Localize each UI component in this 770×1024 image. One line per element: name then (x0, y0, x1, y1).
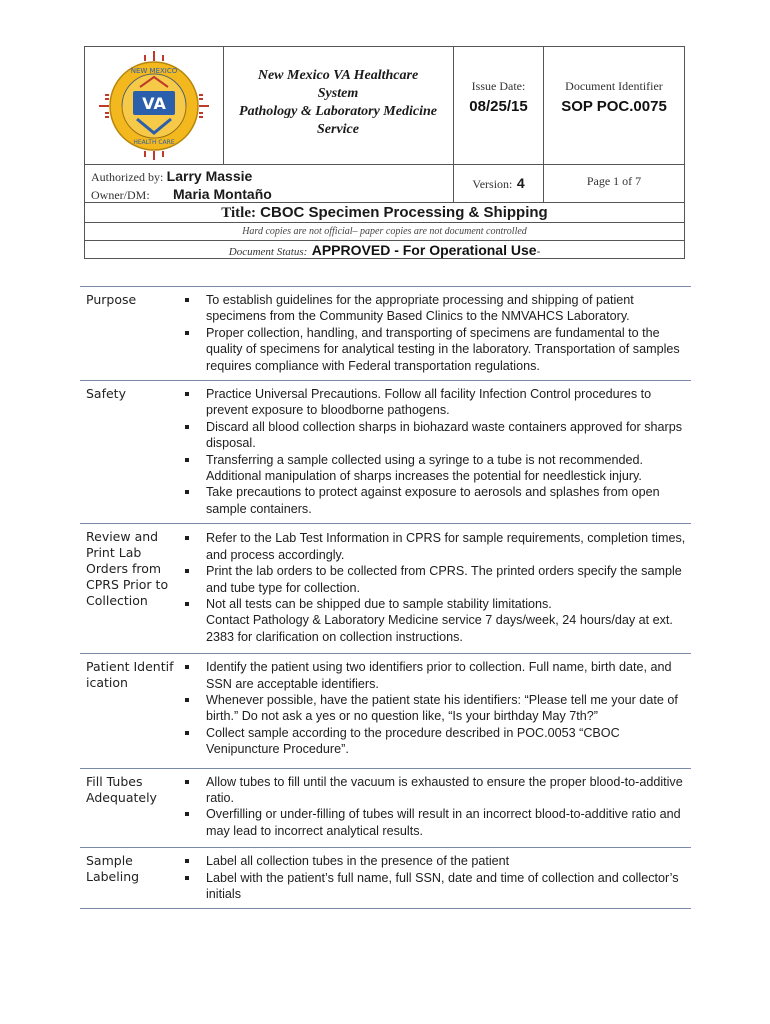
continuation-text: Contact Pathology & Laboratory Medicine service 7 days/week, 24 hours/day at ext. 2383 for clarification on collection instructions. (206, 613, 673, 644)
bullet-item: Identify the patient using two identifiers prior to collection. Full name, birth date, and SSN are acceptable identifiers. (184, 659, 691, 692)
document-title: CBOC Specimen Processing & Shipping (260, 204, 548, 221)
bullet-item: Not all tests can be shipped due to sample stability limitations. (184, 596, 691, 612)
org-title-line: New Mexico VA Healthcare (257, 68, 419, 83)
issue-date-cell (454, 47, 544, 164)
document-status-row (85, 240, 684, 259)
bullet-item: Take precautions to protect against exposure to aerosols and splashes from open sample containers. (184, 484, 691, 517)
document-identifier-cell (544, 47, 684, 164)
status-suffix: - (536, 246, 541, 258)
bullet-item: Whenever possible, have the patient state his identifiers: “Please tell me your date of birth.” Do not ask a yes or no question like, “Is your birthday May 7th?” (184, 692, 691, 725)
section-purpose (80, 286, 691, 380)
doc-id-label: Document Identifier (565, 79, 663, 93)
bullet-item: Label with the patient’s full name, full SSN, date and time of collection and collector’s initials (184, 870, 691, 903)
owner-label: Owner/DM: (91, 188, 150, 202)
issue-date: 08/25/15 (469, 98, 528, 115)
section-fill-tubes (80, 768, 691, 848)
section-label: Purpose (86, 292, 137, 307)
version-cell (454, 164, 544, 202)
authorized-label: Authorized by: (91, 170, 164, 184)
section-safety (80, 380, 691, 523)
section-sample-labeling (80, 847, 691, 909)
document-title-row (85, 202, 684, 222)
svg-text:HEALTH CARE: HEALTH CARE (133, 139, 175, 146)
org-title-line: Service (317, 122, 359, 137)
hard-copy-note: Hard copies are not official– paper copies are not document controlled (85, 222, 684, 240)
sop-content (80, 286, 691, 909)
section-label: Fill Tubes Adequately (86, 773, 157, 805)
owner-name: Maria Montaño (173, 186, 272, 202)
bullet-item: Print the lab orders to be collected from CPRS. The printed orders specify the sample and tube type for collection. (184, 563, 691, 596)
page-number: Page 1 of 7 (544, 164, 684, 202)
section-label: Sample Labeling (86, 853, 140, 885)
doc-id: SOP POC.0075 (561, 98, 667, 115)
version-label: Version: (472, 177, 513, 191)
version-number: 4 (516, 175, 525, 191)
section-label: Patient Identification (86, 659, 174, 691)
bullet-item: Refer to the Lab Test Information in CPRS for sample requirements, completion times, and process accordingly. (184, 530, 691, 563)
svg-text:VA: VA (142, 94, 166, 113)
document-status: APPROVED - For Operational Use (311, 242, 537, 258)
title-label: Title: (221, 205, 256, 221)
issue-date-label: Issue Date: (471, 79, 526, 93)
logo-cell (85, 47, 224, 164)
bullet-item: Discard all blood collection sharps in biohazard waste containers approved for sharps disposal. (184, 419, 691, 452)
bullet-item: Overfilling or under-filling of tubes will result in an incorrect blood-to-additive ratio and may lead to incorrect analytical results. (184, 806, 691, 839)
org-title-line: Pathology & Laboratory Medicine (239, 104, 437, 119)
bullet-item: Practice Universal Precautions. Follow all facility Infection Control procedures to prevent exposure to bloodborne pathogens. (184, 386, 691, 419)
svg-text:NEW MEXICO: NEW MEXICO (130, 67, 178, 75)
bullet-item: Transferring a sample collected using a syringe to a tube is not recommended. Additional manipulation of sharps increases the potential for needlestick injury. (184, 452, 691, 485)
bullet-item: Allow tubes to fill until the vacuum is exhausted to ensure the proper blood-to-additive ratio. (184, 774, 691, 807)
authorized-name: Larry Massie (166, 168, 253, 184)
document-header (84, 46, 685, 259)
bullet-item: To establish guidelines for the appropriate processing and shipping of patient specimens from the Community Based Clinics to the NMVAHCS Laboratory. (184, 292, 691, 325)
bullet-item: Collect sample according to the procedure described in POC.0053 “CBOC Venipuncture Procedure”. (184, 725, 691, 758)
va-seal-logo (85, 47, 223, 164)
section-label: Review and Print Lab Orders from CPRS Prior to Collection (86, 529, 169, 609)
section-review-lab-orders (80, 523, 691, 653)
authorization-cell (85, 164, 454, 202)
bullet-item: Label all collection tubes in the presence of the patient (184, 853, 691, 869)
section-label: Safety (86, 386, 126, 402)
org-title-line: System (317, 86, 359, 101)
status-label: Document Status: (228, 246, 308, 258)
org-title-cell (223, 47, 454, 164)
section-patient-identification (80, 653, 691, 767)
bullet-item: Proper collection, handling, and transporting of specimens are fundamental to the quality of specimens for analytical testing in the laboratory. Transportation of samples requires compliance with Federal transportation regulations. (184, 325, 691, 374)
